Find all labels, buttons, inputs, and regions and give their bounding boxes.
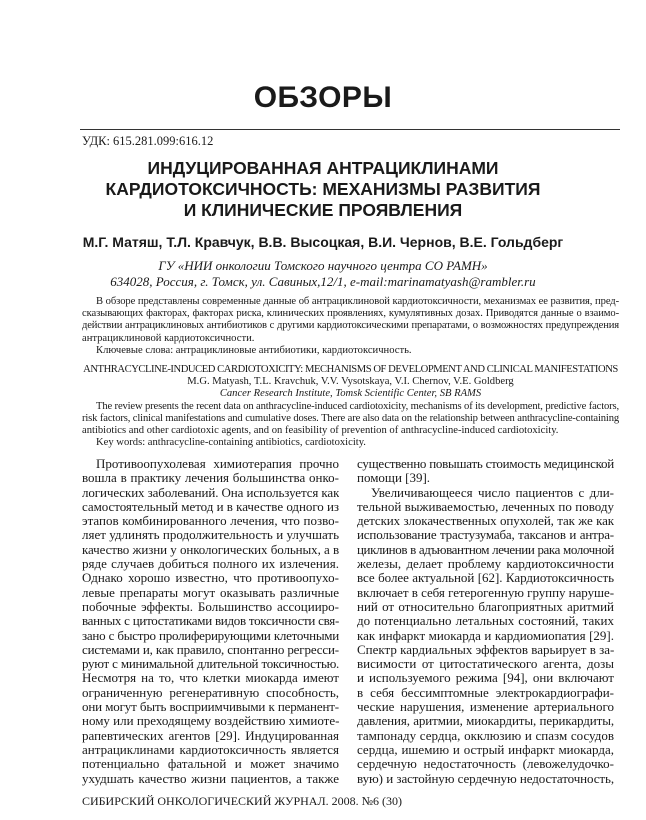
body-line: сердечную недостаточность (левожелудочко- — [357, 757, 614, 772]
body-line: руют с минимальной длительной токсичностью. — [82, 657, 339, 672]
body-line: они могут быть восприимчивыми к перманент- — [82, 700, 339, 715]
article-title — [0, 158, 646, 221]
body-line: ванных с цитостатиками видов токсичности свя- — [82, 614, 339, 629]
english-title: ANTHRACYCLINE-INDUCED CARDIOTOXICITY: MECHANISMS OF DEVELOPMENT AND CLINICAL MANIFESTATIONS — [83, 364, 618, 375]
keywords-ru: Ключевые слова: антрациклиновые антибиотики, кардиотоксичность. — [96, 344, 412, 356]
title-line: КАРДИОТОКСИЧНОСТЬ: МЕХАНИЗМЫ РАЗВИТИЯ — [105, 179, 541, 199]
body-line: системами и, как правило, спонтанно регресси- — [82, 642, 339, 657]
section-heading: ОБЗОРЫ — [253, 81, 393, 114]
abstract-ru — [82, 296, 619, 357]
body-line: висимости от цитостатического агента, дозы — [357, 657, 614, 672]
body-line: циклинов в адъювантном лечении рака молочной — [357, 542, 614, 557]
body-line: ному или преходящему воздействию химиоте- — [82, 714, 339, 729]
body-line: вошла в практику лечения большинства онко- — [82, 471, 339, 486]
abstract-line: risk factors, clinical manifestations and cumulative doses. There are also data on the relationship between anthracycline-containing — [82, 412, 619, 424]
body-line: ухудшать качество жизни пациентов, а также — [82, 771, 339, 786]
body-line: рапевтических агентов [29]. Индуцированная — [82, 728, 339, 743]
abstract-line: действии антрациклиновых антибиотиков с другими кардиотоксическими препаратами, о возможностях предупреждения — [82, 320, 619, 332]
body-column-left — [82, 457, 339, 786]
body-line: вую) и застойную сердечную недостаточность, — [357, 771, 614, 786]
udk-code: УДК: 615.281.099:616.12 — [82, 134, 214, 148]
section-divider — [80, 129, 620, 130]
body-line: Несмотря на то, что клетки миокарда имеют — [82, 671, 339, 686]
abstract-line: The review presents the recent data on anthracycline-induced cardiotoxicity, mechanisms of its development, predictive factors, — [96, 400, 619, 412]
body-line: потенциально фатальной и может значимо — [82, 757, 339, 772]
body-line: использование трастузумаба, таксанов и антра- — [357, 528, 614, 543]
authors: М.Г. Матяш, Т.Л. Кравчук, В.В. Высоцкая, В.И. Чернов, В.Е. Гольдберг — [82, 234, 564, 250]
body-line: Противоопухолевая химиотерапия прочно — [96, 457, 339, 471]
body-line: ний от относительно благоприятных аритмий — [357, 599, 614, 614]
body-line: детских злокачественных опухолей, так же как — [357, 514, 614, 529]
body-line: ограниченную регенеративную способность, — [82, 685, 339, 700]
body-line: сердца, ишемию и острый инфаркт миокарда, — [357, 742, 614, 757]
body-line: включает в себя гетерогенную группу наруше- — [357, 585, 614, 600]
body-line: помощи [39]. — [357, 471, 431, 486]
body-line: до потенциально летальных состояний, таких — [357, 614, 614, 629]
body-line: Увеличивающееся число пациентов с дли- — [371, 485, 614, 500]
body-column-right — [357, 457, 614, 786]
body-line: этапов комбинированного лечения, что позво- — [82, 514, 339, 529]
english-affiliation: Cancer Research Institute, Tomsk Scientific Center, SB RAMS — [219, 388, 482, 400]
body-line: железы, делает проблему кардиотоксичности — [357, 557, 614, 572]
abstract-line: антрациклиновой кардиотоксичности. — [82, 332, 255, 344]
abstract-line: antibiotics and other cardiotoxic agents, and on feasibility of prevention of anthracycline-induced cardiotoxicity. — [82, 425, 559, 437]
affiliation — [0, 258, 646, 290]
body-line: Спектр кардиальных эффектов варьирует в за- — [357, 642, 614, 657]
body-line: и используемого режима [94], они включают — [357, 671, 614, 686]
body-line: логических заболеваний. Она используется как — [82, 485, 339, 500]
body-line: зано с быстро пролиферирующими клеточными — [82, 628, 339, 643]
body-line: ряде случаев добиться полного их излечения. — [82, 557, 339, 572]
body-line: самостоятельный метод и в качестве одного из — [82, 499, 339, 514]
abstract-line: сказывающих факторах, факторах риска, клинических проявлениях, кумулятивных дозах. Приводятся данные о взаимо- — [82, 308, 619, 320]
abstract-line: В обзоре представлены современные данные об антрациклиновой кардиотоксичности, механизмах ее развития, пред- — [96, 296, 619, 307]
body-line: все более актуальной [62]. Кардиотоксичность — [357, 571, 614, 586]
body-line: ляет удлинять продолжительность и улучшать — [82, 528, 339, 543]
body-line: как инфаркт миокарда и кардиомиопатия [29]. — [357, 628, 614, 643]
body-line: существенно повышать стоимость медицинской — [357, 457, 614, 471]
body-line: качество жизни у онкологических больных, а в — [82, 542, 339, 557]
title-line: И КЛИНИЧЕСКИЕ ПРОЯВЛЕНИЯ — [183, 200, 463, 220]
affiliation-line: 634028, Россия, г. Томск, ул. Савиных,12/1, e-mail:marinamatyash@rambler.ru — [110, 274, 536, 289]
body-line: тельной выживаемостью, леченных по поводу — [357, 499, 614, 514]
body-line: тампонаду сердца, окклюзию и спазм сосудов — [357, 728, 614, 743]
english-authors: M.G. Matyash, T.L. Kravchuk, V.V. Vysotskaya, V.I. Chernov, V.E. Goldberg — [187, 376, 514, 388]
body-line: Однако хорошо известно, что противоопухо- — [82, 571, 339, 586]
title-line: ИНДУЦИРОВАННАЯ АНТРАЦИКЛИНАМИ — [147, 158, 499, 178]
journal-footer: СИБИРСКИЙ ОНКОЛОГИЧЕСКИЙ ЖУРНАЛ. 2008. №6 (30) — [82, 794, 403, 808]
body-line: давления, аритмии, миокардиты, перикардиты, — [357, 714, 614, 729]
body-line: в себя бессимптомные электрокардиографи- — [357, 685, 614, 700]
body-line: антрациклинами кардиотоксичность является — [82, 742, 339, 757]
abstract-en — [82, 364, 619, 449]
body-line: побочные эффекты. Большинство ассоцииро- — [82, 599, 339, 614]
affiliation-line: ГУ «НИИ онкологии Томского научного центра СО РАМН» — [158, 258, 488, 273]
body-line: левые препараты могут оказывать различные — [82, 585, 339, 600]
keywords-en: Key words: anthracycline-containing antibiotics, cardiotoxicity. — [96, 437, 366, 449]
body-line: ческие нарушения, изменение артериального — [357, 700, 614, 715]
